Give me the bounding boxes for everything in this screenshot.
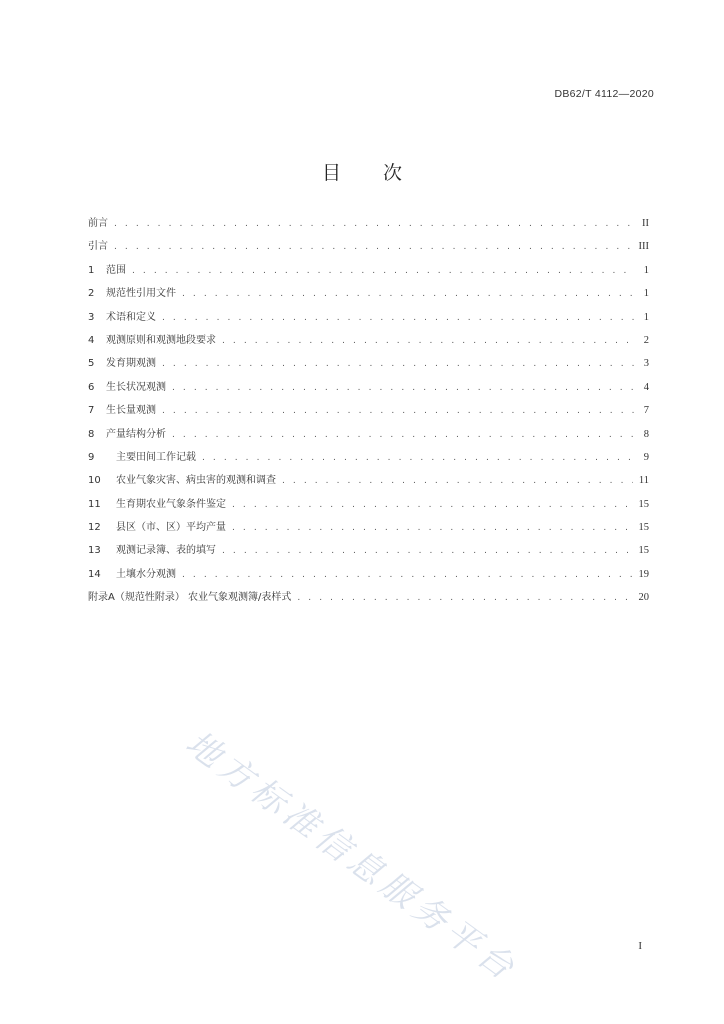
toc-entry[interactable] <box>88 214 649 237</box>
toc-entry-number: 12 <box>88 522 101 534</box>
toc-entry-page: 8 <box>643 428 649 440</box>
toc-entry[interactable] <box>88 401 649 424</box>
toc-entry-label: 主要田间工作记载 <box>116 451 196 463</box>
toc-entry-label: 农业气象灾害、病虫害的观测和调查 <box>116 475 276 487</box>
leader-dots <box>162 406 635 416</box>
toc-entry-page: 15 <box>638 545 649 557</box>
toc-entry-page: 4 <box>643 381 649 393</box>
toc-entry[interactable] <box>88 518 649 541</box>
leader-dots <box>182 289 635 299</box>
toc-entry-label: 产量结构分析 <box>106 428 166 440</box>
toc-entry[interactable] <box>88 284 649 307</box>
leader-dots <box>232 500 633 510</box>
toc-entry-page: 20 <box>638 592 649 604</box>
toc-entry-page: 15 <box>638 522 649 534</box>
toc-entry[interactable] <box>88 261 649 284</box>
toc-entry[interactable] <box>88 378 649 401</box>
leader-dots <box>282 476 633 486</box>
leader-dots <box>162 359 635 369</box>
toc-entry-page: 2 <box>643 334 649 346</box>
toc-entry-number: 11 <box>88 498 101 510</box>
toc-entry-label: 生育期农业气象条件鉴定 <box>116 498 226 510</box>
toc-entry-page: III <box>638 241 649 253</box>
toc-entry-number: 7 <box>88 405 95 417</box>
document-code: DB62/T 4112—2020 <box>554 88 654 100</box>
toc-entry[interactable] <box>88 495 649 518</box>
toc-entry-page: II <box>642 218 649 229</box>
toc-entry-number: 1 <box>88 264 95 276</box>
toc-entry-page: 1 <box>643 264 649 276</box>
toc-entry-number: 9 <box>88 451 95 463</box>
toc-entry-number: 10 <box>88 475 101 487</box>
toc-entry[interactable] <box>88 237 649 260</box>
toc-entry[interactable] <box>88 565 649 588</box>
toc-entry[interactable] <box>88 425 649 448</box>
leader-dots <box>222 336 635 346</box>
toc-entry-page: 11 <box>638 475 649 487</box>
leader-dots <box>182 570 633 580</box>
leader-dots <box>132 266 635 276</box>
toc-entry-page: 19 <box>638 568 649 580</box>
toc-entry-number: 14 <box>88 568 101 580</box>
leader-dots <box>222 546 633 556</box>
toc-entry-number: 13 <box>88 545 101 557</box>
toc-entry-label: 范围 <box>106 264 126 276</box>
toc-entry-number: 3 <box>88 311 95 323</box>
toc-entry-page: 15 <box>638 498 649 510</box>
toc-entry-number: 4 <box>88 334 95 346</box>
toc-entry-page: 3 <box>643 358 649 370</box>
leader-dots <box>162 313 635 323</box>
toc-entry[interactable] <box>88 354 649 377</box>
toc-entry-label: 生长量观测 <box>106 405 156 417</box>
toc-entry-page: 1 <box>643 311 649 323</box>
leader-dots <box>172 383 635 393</box>
toc-entry-label: 附录A（规范性附录） 农业气象观测簿/表样式 <box>88 592 292 604</box>
page-title: 目 次 <box>321 162 421 184</box>
toc-entry-label: 观测原则和观测地段要求 <box>106 334 216 346</box>
toc-entry-label: 发育期观测 <box>106 358 156 370</box>
toc-entry-page: 7 <box>643 405 649 417</box>
leader-dots <box>297 593 632 603</box>
toc-entry-number: 8 <box>88 428 95 440</box>
toc-entry-number: 2 <box>88 288 95 300</box>
page-number: I <box>638 940 642 952</box>
table-of-contents <box>88 214 649 612</box>
leader-dots <box>172 430 635 440</box>
toc-entry-label: 引言 <box>88 241 108 253</box>
toc-entry[interactable] <box>88 308 649 331</box>
watermark: 地方标准信息服务平台 <box>178 723 526 991</box>
toc-entry-label: 观测记录簿、表的填写 <box>116 545 216 557</box>
toc-entry[interactable] <box>88 541 649 564</box>
toc-entry-page: 1 <box>643 288 649 300</box>
toc-entry-label: 规范性引用文件 <box>106 288 176 300</box>
toc-entry-label: 生长状况观测 <box>106 381 166 393</box>
toc-entry-number: 5 <box>88 358 95 370</box>
toc-entry[interactable] <box>88 588 649 611</box>
leader-dots <box>202 453 635 463</box>
toc-entry-label: 前言 <box>88 218 108 229</box>
toc-entry[interactable] <box>88 331 649 354</box>
toc-entry[interactable] <box>88 471 649 494</box>
leader-dots <box>232 523 633 533</box>
toc-entry-label: 县区（市、区）平均产量 <box>116 522 226 534</box>
toc-entry-number: 6 <box>88 381 95 393</box>
toc-entry-label: 术语和定义 <box>106 311 156 323</box>
leader-dots <box>114 219 635 229</box>
toc-entry-label: 土壤水分观测 <box>116 568 176 580</box>
leader-dots <box>114 242 633 252</box>
toc-entry-page: 9 <box>643 451 649 463</box>
toc-entry[interactable] <box>88 448 649 471</box>
